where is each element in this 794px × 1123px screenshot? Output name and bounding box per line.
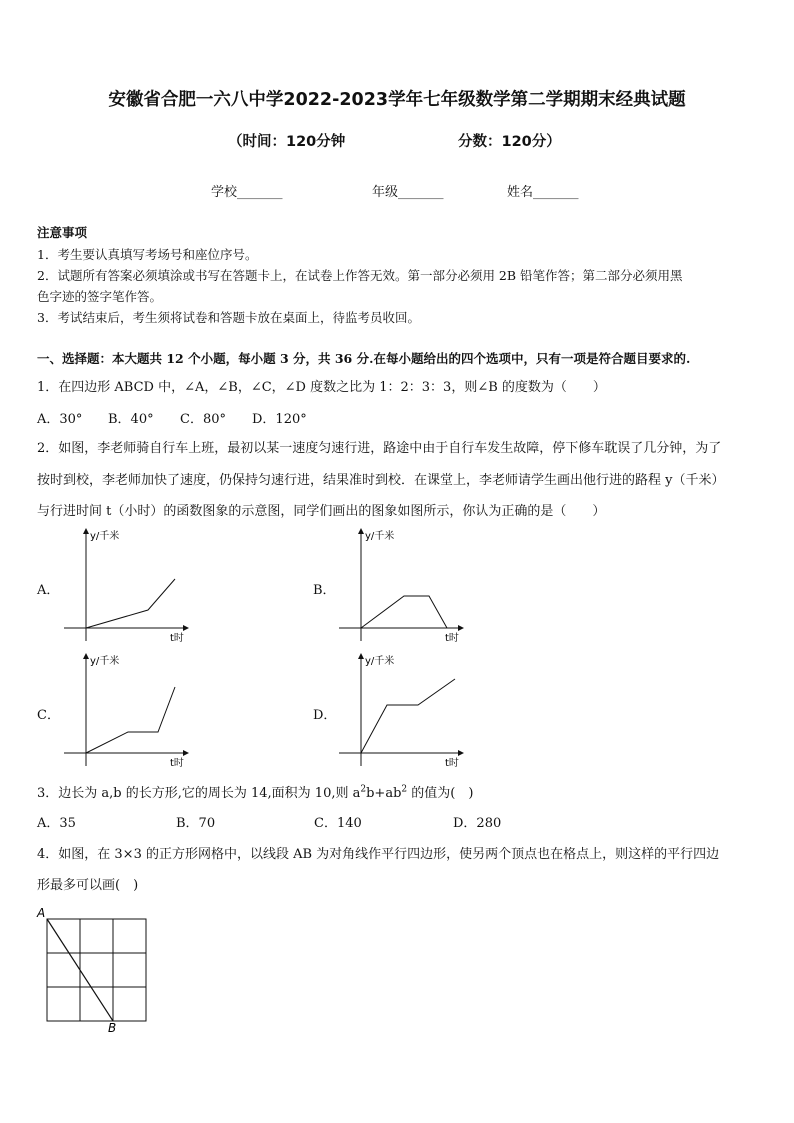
- graph-c-line: [86, 687, 175, 753]
- q3-option-a: A．35: [37, 816, 76, 831]
- grid-figure: [34, 904, 158, 1034]
- y-axis-label: y/千米: [365, 656, 395, 667]
- graph-c: [58, 650, 198, 772]
- school-field: 学校_______: [211, 185, 283, 200]
- q2-option-a-label: A．: [37, 583, 60, 598]
- q1-option-c: C．80°: [180, 412, 226, 427]
- q1-option-b: B．40°: [108, 412, 154, 427]
- question-2-line: 按时到校，李老师加快了速度，仍保持匀速行进，结果准时到校．在课堂上，李老师请学生画出他行进的路程 y（千米）: [37, 473, 725, 488]
- q3-option-c: C．140: [314, 816, 362, 831]
- note-item: 1．考生要认真填写考场号和座位序号。: [37, 247, 258, 262]
- exam-score: 分数：120分）: [458, 134, 561, 150]
- exam-title: 安徽省合肥一六八中学2022-2023学年七年级数学第二学期期末经典试题: [108, 90, 686, 110]
- graph-b: [333, 525, 473, 647]
- point-b-label: B: [108, 1021, 117, 1034]
- q3-stem-prefix: 3．边长为 a,b 的长方形,它的周长为 14,面积为 10,则 a: [37, 786, 361, 801]
- q3-superscript: 2: [360, 784, 367, 795]
- note-item: 色字迹的签字笔作答。: [37, 289, 163, 304]
- t-axis-label: t时: [170, 758, 184, 769]
- t-axis-label: t时: [445, 758, 459, 769]
- grade-field: 年级_______: [372, 185, 444, 200]
- graph-d-line: [361, 679, 455, 753]
- q1-option-a: A．30°: [37, 412, 83, 427]
- note-item: 2．试题所有答案必须填涂或书写在答题卡上，在试卷上作答无效。第一部分必须用 2B 铅笔作答；第二部分必须用黑: [37, 268, 683, 283]
- note-item: 3．考试结束后，考生须将试卷和答题卡放在桌面上，待监考员收回。: [37, 310, 420, 325]
- q3-stem-mid: b+ab: [366, 786, 402, 801]
- question-1-stem: 1．在四边形 ABCD 中，∠A，∠B，∠C，∠D 度数之比为 1：2：3：3，则∠B 的度数为（ ）: [37, 380, 606, 395]
- notes-title: 注意事项: [37, 225, 88, 240]
- graph-a-line: [86, 579, 175, 628]
- graph-a: [58, 525, 198, 647]
- grid-lines: [47, 919, 146, 1021]
- t-axis-label: t时: [445, 633, 459, 644]
- q2-option-b-label: B．: [313, 583, 336, 598]
- question-4-line: 形最多可以画( ): [37, 878, 139, 893]
- y-axis-label: y/千米: [90, 531, 120, 542]
- q2-option-d-label: D．: [313, 708, 337, 723]
- q3-option-b: B．70: [176, 816, 216, 831]
- exam-time: （时间：120分钟: [228, 134, 346, 150]
- y-axis-label: y/千米: [365, 531, 395, 542]
- section-header: 一、选择题：本大题共 12 个小题，每小题 3 分，共 36 分.在每小题给出的四个选项中，只有一项是符合题目要求的.: [37, 351, 691, 366]
- question-4-line: 4．如图，在 3×3 的正方形网格中，以线段 AB 为对角线作平行四边形，使另两个顶点也在格点上，则这样的平行四边: [37, 847, 720, 862]
- q3-stem-suffix: 的值为( ): [407, 786, 474, 801]
- y-axis-label: y/千米: [90, 656, 120, 667]
- question-2-line: 与行进时间 t（小时）的函数图象的示意图，同学们画出的图象如图所示，你认为正确的是（ ）: [37, 504, 606, 519]
- question-2-line: 2．如图，李老师骑自行车上班，最初以某一速度匀速行进，路途中由于自行车发生故障，停下修车耽误了几分钟，为了: [37, 441, 722, 456]
- name-field: 姓名_______: [507, 185, 579, 200]
- graph-d: [333, 650, 473, 772]
- question-3-stem: [37, 782, 473, 801]
- t-axis-label: t时: [170, 633, 184, 644]
- q3-superscript: 2: [401, 784, 408, 795]
- q3-option-d: D．280: [453, 816, 502, 831]
- point-a-label: A: [37, 906, 46, 920]
- q1-option-d: D．120°: [252, 412, 307, 427]
- q2-option-c-label: C．: [37, 708, 60, 723]
- graph-b-line: [361, 596, 447, 628]
